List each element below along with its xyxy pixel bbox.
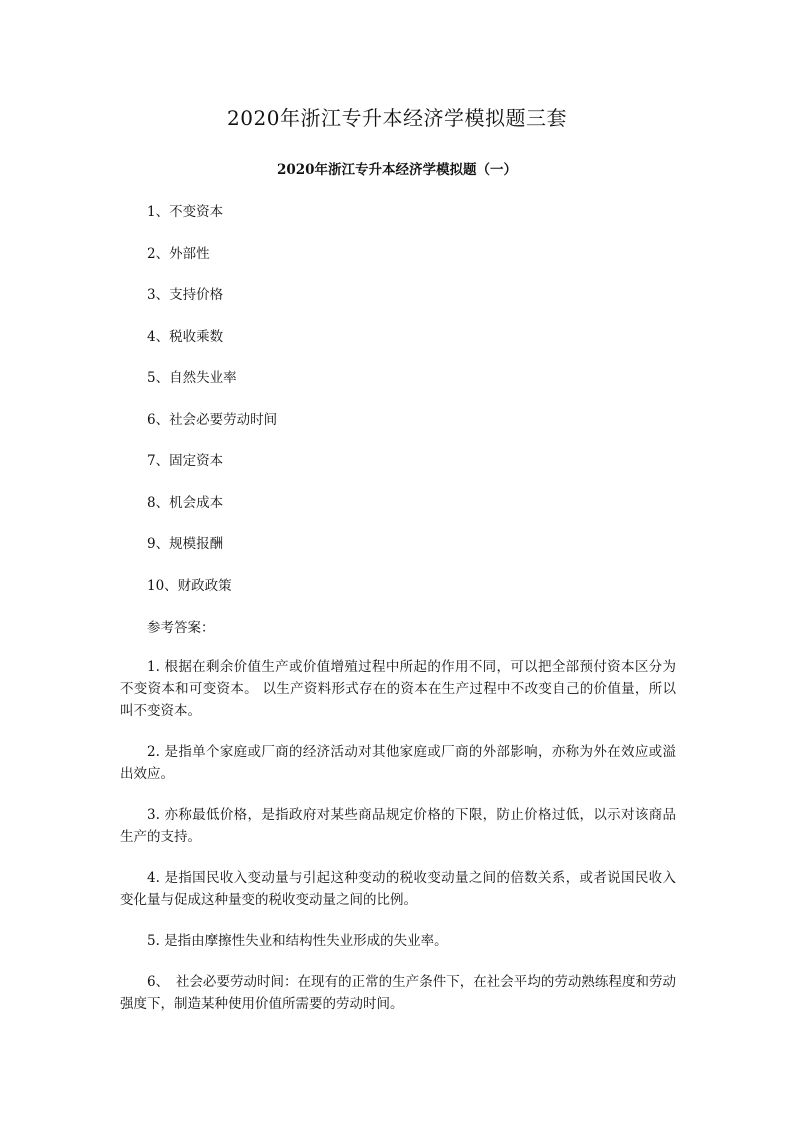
term-item: 4、税收乘数 [147, 329, 224, 345]
answers-heading: 参考答案： [147, 620, 215, 636]
answer-paragraph: 4. 是指国民收入变动量与引起这种变动的税收变动量之间的倍数关系，或者说国民收入变化量与促成这种量变的税收变动量之间的比例。 [120, 870, 676, 908]
term-item: 3、支持价格 [147, 287, 224, 303]
term-item: 6、社会必要劳动时间 [147, 412, 278, 428]
answer-paragraph: 6、 社会必要劳动时间：在现有的正常的生产条件下，在社会平均的劳动熟练程度和劳动强度下，制造某种使用价值所需要的劳动时间。 [120, 974, 676, 1012]
term-item: 1、不变资本 [147, 204, 224, 220]
answer-paragraph: 2. 是指单个家庭或厂商的经济活动对其他家庭或厂商的外部影响，亦称为外在效应或溢出效应。 [120, 744, 676, 782]
answer-paragraph: 3. 亦称最低价格，是指政府对某些商品规定价格的下限，防止价格过低，以示对该商品生产的支持。 [120, 807, 676, 845]
term-item: 9、规模报酬 [147, 536, 224, 552]
document-title: 2020年浙江专升本经济学模拟题三套 [227, 106, 567, 130]
section-subtitle: 2020年浙江专升本经济学模拟题（一） [276, 162, 518, 178]
answer-paragraph: 1. 根据在剩余价值生产或价值增殖过程中所起的作用不同，可以把全部预付资本区分为不变资本和可变资本。 以生产资料形式存在的资本在生产过程中不改变自己的价值量，所以叫不变资本。 [120, 659, 676, 719]
term-item: 2、外部性 [147, 246, 210, 262]
term-item: 7、固定资本 [147, 453, 224, 469]
term-item: 8、机会成本 [147, 495, 224, 511]
term-item: 10、财政政策 [147, 578, 232, 594]
answer-paragraph: 5. 是指由摩擦性失业和结构性失业形成的失业率。 [147, 933, 448, 949]
term-item: 5、自然失业率 [147, 370, 237, 386]
